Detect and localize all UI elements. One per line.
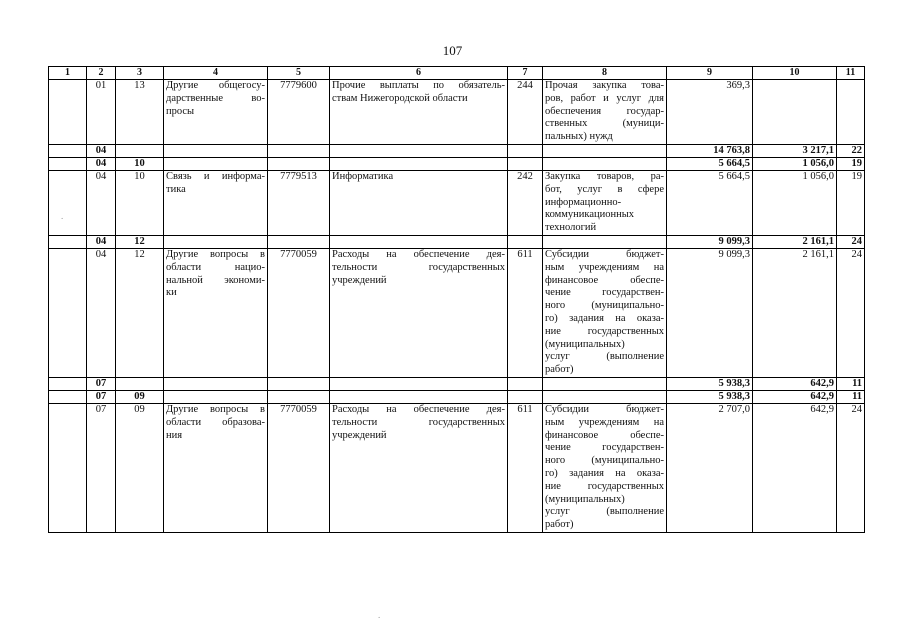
- amount-plan: 9 099,3: [667, 235, 753, 248]
- article-name-line: тельности государственных: [332, 416, 505, 428]
- scan-mark: .: [378, 610, 381, 620]
- expense-type-name: [543, 248, 667, 377]
- article-name-line: учреждений: [332, 429, 387, 441]
- article-name: [330, 157, 508, 170]
- column-header: 5: [268, 67, 330, 80]
- section-code: 01: [87, 80, 116, 145]
- scan-mark: .: [61, 211, 64, 221]
- amount-actual: 642,9: [753, 377, 837, 390]
- section-name: [164, 235, 268, 248]
- expense-type-name: [543, 144, 667, 157]
- subtotal-row: [49, 144, 865, 157]
- percent: [837, 80, 865, 145]
- subsection-code: [116, 377, 164, 390]
- expense-type-name: [543, 170, 667, 235]
- expense-type-code: [508, 235, 543, 248]
- expense-type-code: 611: [508, 248, 543, 377]
- article-name: [330, 144, 508, 157]
- expense-type-name-line: ственных (муници-: [545, 118, 664, 130]
- budget-table: [48, 66, 865, 533]
- expense-type-name-line: ние государственных: [545, 480, 664, 492]
- percent: 24: [837, 403, 865, 532]
- expense-type-code: [508, 390, 543, 403]
- expense-type-name: [543, 390, 667, 403]
- subsection-code: 13: [116, 80, 164, 145]
- section-code: 07: [87, 403, 116, 532]
- expense-type-name-line: услуг (выполнение: [545, 351, 664, 363]
- section-name-line: Другие вопросы в: [166, 248, 265, 260]
- expense-type-code: [508, 144, 543, 157]
- subsection-code: 09: [116, 390, 164, 403]
- expense-type-name-line: бот, услуг в сфере: [545, 183, 664, 195]
- section-name-line: дарственные во-: [166, 92, 265, 104]
- target-article-code: 7770059: [268, 248, 330, 377]
- expense-type-name-line: информационно-: [545, 196, 622, 208]
- percent: 24: [837, 248, 865, 377]
- expense-type-name-line: работ): [545, 519, 574, 531]
- section-name: [164, 144, 268, 157]
- article-name-line: ствам Нижегородской области: [332, 92, 468, 104]
- target-article-code: [268, 235, 330, 248]
- expense-type-name-line: (муниципальных): [545, 493, 625, 505]
- column-header: 9: [667, 67, 753, 80]
- col1-cell: [49, 403, 87, 532]
- section-name-line: ки: [166, 287, 177, 299]
- amount-plan: 9 099,3: [667, 248, 753, 377]
- expense-type-name-line: ного (муниципально-: [545, 455, 664, 467]
- article-name: [330, 390, 508, 403]
- section-name-line: Связь и информа-: [166, 170, 265, 182]
- column-header: 1: [49, 67, 87, 80]
- table-row: [49, 80, 865, 145]
- expense-type-name: [543, 403, 667, 532]
- column-header: 4: [164, 67, 268, 80]
- expense-type-code: 244: [508, 80, 543, 145]
- article-name: [330, 377, 508, 390]
- column-header: 2: [87, 67, 116, 80]
- column-header: 3: [116, 67, 164, 80]
- col1-cell: [49, 144, 87, 157]
- expense-type-name-line: ного (муниципально-: [545, 300, 664, 312]
- expense-type-name-line: чение государствен-: [545, 287, 664, 299]
- section-name: [164, 390, 268, 403]
- section-name: [164, 170, 268, 235]
- section-code: 04: [87, 144, 116, 157]
- expense-type-code: 242: [508, 170, 543, 235]
- expense-type-code: 611: [508, 403, 543, 532]
- page-number: 107: [442, 43, 463, 58]
- section-name: [164, 377, 268, 390]
- section-code: 07: [87, 390, 116, 403]
- section-name: [164, 248, 268, 377]
- subsection-code: 10: [116, 170, 164, 235]
- amount-plan: 5 664,5: [667, 170, 753, 235]
- expense-type-name-line: технологий: [545, 222, 597, 234]
- article-name-line: Прочие выплаты по обязатель-: [332, 80, 505, 91]
- expense-type-name-line: ным учреждениям на: [545, 261, 664, 273]
- article-name-line: Информатика: [332, 170, 394, 182]
- amount-actual: 1 056,0: [753, 170, 837, 235]
- amount-plan: 5 664,5: [667, 157, 753, 170]
- subsection-code: 12: [116, 248, 164, 377]
- column-header: 8: [543, 67, 667, 80]
- section-name-line: Другие вопросы в: [166, 403, 265, 415]
- expense-type-name-line: финансовое обеспе-: [545, 274, 664, 286]
- expense-type-name-line: коммуникационных: [545, 209, 635, 221]
- percent: 19: [837, 157, 865, 170]
- table-row: [49, 403, 865, 532]
- section-code: 07: [87, 377, 116, 390]
- col1-cell: [49, 235, 87, 248]
- article-name: [330, 248, 508, 377]
- section-code: 04: [87, 157, 116, 170]
- target-article-code: [268, 390, 330, 403]
- subsection-code: 09: [116, 403, 164, 532]
- expense-type-name-line: Закупка товаров, ра-: [545, 170, 664, 182]
- header-row: [49, 67, 865, 80]
- amount-plan: 14 763,8: [667, 144, 753, 157]
- expense-type-name-line: (муниципальных): [545, 338, 625, 350]
- amount-plan: 369,3: [667, 80, 753, 145]
- amount-plan: 5 938,3: [667, 390, 753, 403]
- subsection-code: 10: [116, 157, 164, 170]
- subsection-code: 12: [116, 235, 164, 248]
- target-article-code: [268, 377, 330, 390]
- subtotal-row: [49, 235, 865, 248]
- section-name-line: области нацио-: [166, 261, 265, 273]
- expense-type-name-line: го) задания на оказа-: [545, 312, 664, 324]
- amount-actual: 3 217,1: [753, 144, 837, 157]
- section-code: 04: [87, 170, 116, 235]
- target-article-code: 7779513: [268, 170, 330, 235]
- percent: 11: [837, 377, 865, 390]
- amount-actual: 642,9: [753, 403, 837, 532]
- col1-cell: [49, 377, 87, 390]
- target-article-code: [268, 157, 330, 170]
- target-article-code: 7770059: [268, 403, 330, 532]
- expense-type-name-line: пальных) нужд: [545, 131, 613, 143]
- section-code: 04: [87, 235, 116, 248]
- col1-cell: [49, 157, 87, 170]
- col1-cell: [49, 80, 87, 145]
- amount-actual: 642,9: [753, 390, 837, 403]
- article-name-line: тельности государственных: [332, 261, 505, 273]
- column-header: 10: [753, 67, 837, 80]
- column-header: 11: [837, 67, 865, 80]
- section-name-line: просы: [166, 105, 195, 117]
- expense-type-name-line: ным учреждениям на: [545, 416, 664, 428]
- table-row: [49, 170, 865, 235]
- col1-cell: [49, 248, 87, 377]
- section-name-line: ния: [166, 429, 183, 441]
- target-article-code: 7779600: [268, 80, 330, 145]
- col1-cell: [49, 170, 87, 235]
- expense-type-name-line: финансовое обеспе-: [545, 429, 664, 441]
- table-row: [49, 248, 865, 377]
- target-article-code: [268, 144, 330, 157]
- article-name: [330, 235, 508, 248]
- expense-type-name-line: обеспечения государ-: [545, 105, 664, 117]
- expense-type-name-line: ров, работ и услуг для: [545, 92, 664, 104]
- article-name-line: Расходы на обеспечение дея-: [332, 248, 505, 260]
- subtotal-row: [49, 377, 865, 390]
- subtotal-row: [49, 157, 865, 170]
- expense-type-name-line: Субсидии бюджет-: [545, 248, 664, 260]
- article-name: [330, 403, 508, 532]
- amount-actual: 1 056,0: [753, 157, 837, 170]
- section-name-line: тика: [166, 183, 186, 195]
- percent: 19: [837, 170, 865, 235]
- article-name-line: Расходы на обеспечение дея-: [332, 403, 505, 415]
- expense-type-name-line: чение государствен-: [545, 442, 664, 454]
- expense-type-name-line: го) задания на оказа-: [545, 467, 664, 479]
- expense-type-name: [543, 377, 667, 390]
- section-name: [164, 403, 268, 532]
- expense-type-name: [543, 80, 667, 145]
- column-header: 7: [508, 67, 543, 80]
- section-name-line: нальной экономи-: [166, 274, 265, 286]
- percent: 22: [837, 144, 865, 157]
- amount-actual: 2 161,1: [753, 235, 837, 248]
- expense-type-name-line: ние государственных: [545, 325, 664, 337]
- percent: 24: [837, 235, 865, 248]
- expense-type-name-line: Субсидии бюджет-: [545, 403, 664, 415]
- article-name: [330, 170, 508, 235]
- amount-plan: 5 938,3: [667, 377, 753, 390]
- article-name: [330, 80, 508, 145]
- section-name: [164, 157, 268, 170]
- expense-type-name: [543, 235, 667, 248]
- amount-actual: [753, 80, 837, 145]
- expense-type-code: [508, 377, 543, 390]
- expense-type-name-line: услуг (выполнение: [545, 506, 664, 518]
- article-name-line: учреждений: [332, 274, 387, 286]
- subtotal-row: [49, 390, 865, 403]
- expense-type-code: [508, 157, 543, 170]
- section-name-line: Другие общегосу-: [166, 80, 265, 91]
- section-code: 04: [87, 248, 116, 377]
- subsection-code: [116, 144, 164, 157]
- expense-type-name-line: работ): [545, 364, 574, 376]
- percent: 11: [837, 390, 865, 403]
- column-header: 6: [330, 67, 508, 80]
- expense-type-name-line: Прочая закупка това-: [545, 80, 664, 91]
- section-name: [164, 80, 268, 145]
- col1-cell: [49, 390, 87, 403]
- amount-plan: 2 707,0: [667, 403, 753, 532]
- section-name-line: области образова-: [166, 416, 265, 428]
- amount-actual: 2 161,1: [753, 248, 837, 377]
- expense-type-name: [543, 157, 667, 170]
